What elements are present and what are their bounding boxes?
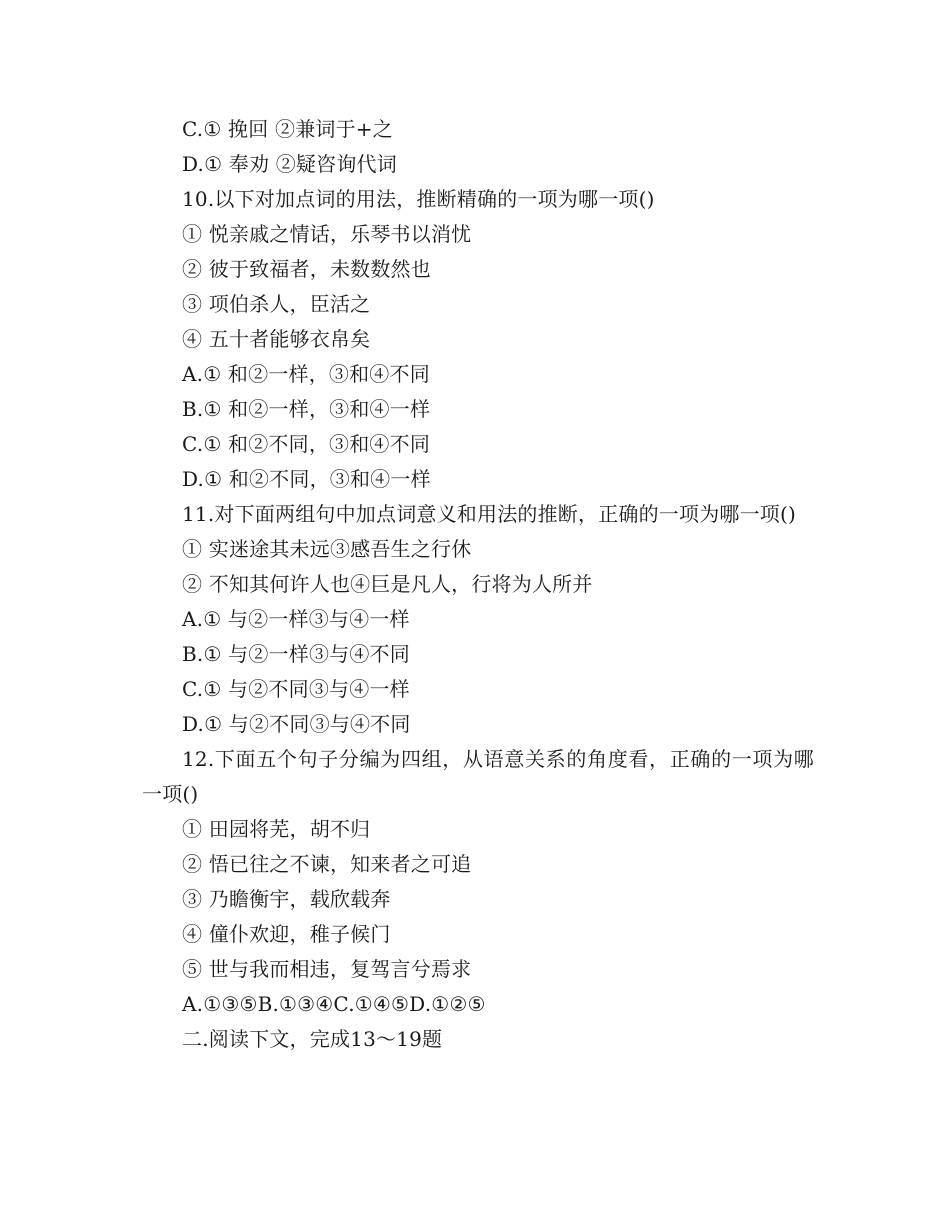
q11-option-d: D.① 与②不同③与④不同 <box>182 712 411 736</box>
q12-sentence-4: ④ 僮仆欢迎，稚子候门 <box>182 922 391 946</box>
q10-option-a: A.① 和②一样，③和④不同 <box>182 362 430 386</box>
q11-option-c: C.① 与②不同③与④一样 <box>182 677 410 701</box>
document-body <box>142 112 814 1057</box>
q12-options: A.①③⑤B.①③④C.①④⑤D.①②⑤ <box>182 992 486 1016</box>
q12-sentence-1: ① 田园将芜，胡不归 <box>182 817 371 841</box>
q10-option-b: B.① 和②一样，③和④一样 <box>182 397 431 421</box>
question-12: 12.下面五个句子分编为四组，从语意关系的角度看，正确的一项为哪一项() <box>142 747 814 806</box>
section-heading: 二.阅读下文，完成13～19题 <box>182 1027 443 1051</box>
q11-option-b: B.① 与②一样③与④不同 <box>182 642 410 666</box>
q12-sentence-3: ③ 乃瞻衡宇，载欣载奔 <box>182 887 391 911</box>
q10-sentence-4: ④ 五十者能够衣帛矣 <box>182 327 371 351</box>
q10-sentence-1: ① 悦亲戚之情话，乐琴书以消忧 <box>182 222 472 246</box>
q12-sentence-5: ⑤ 世与我而相违，复驾言兮焉求 <box>182 957 472 981</box>
q12-sentence-2: ② 悟已往之不谏，知来者之可追 <box>182 852 472 876</box>
q10-option-d: D.① 和②不同，③和④一样 <box>182 467 431 491</box>
question-11: 11.对下面两组句中加点词意义和用法的推断，正确的一项为哪一项() <box>182 502 797 526</box>
option-d-q9: D.① 奉劝 ②疑咨询代词 <box>182 152 397 176</box>
q10-sentence-2: ② 彼于致福者，未数数然也 <box>182 257 431 281</box>
q11-option-a: A.① 与②一样③与④一样 <box>182 607 410 631</box>
q11-sentence-2: ② 不知其何许人也④巨是凡人，行将为人所并 <box>182 572 593 596</box>
q10-sentence-3: ③ 项伯杀人，臣活之 <box>182 292 371 316</box>
question-10: 10.以下对加点词的用法，推断精确的一项为哪一项() <box>182 187 655 211</box>
q11-sentence-1: ① 实迷途其未远③感吾生之行休 <box>182 537 472 561</box>
q10-option-c: C.① 和②不同，③和④不同 <box>182 432 431 456</box>
option-c-q9: C.① 挽回 ②兼词于+之 <box>182 117 393 141</box>
